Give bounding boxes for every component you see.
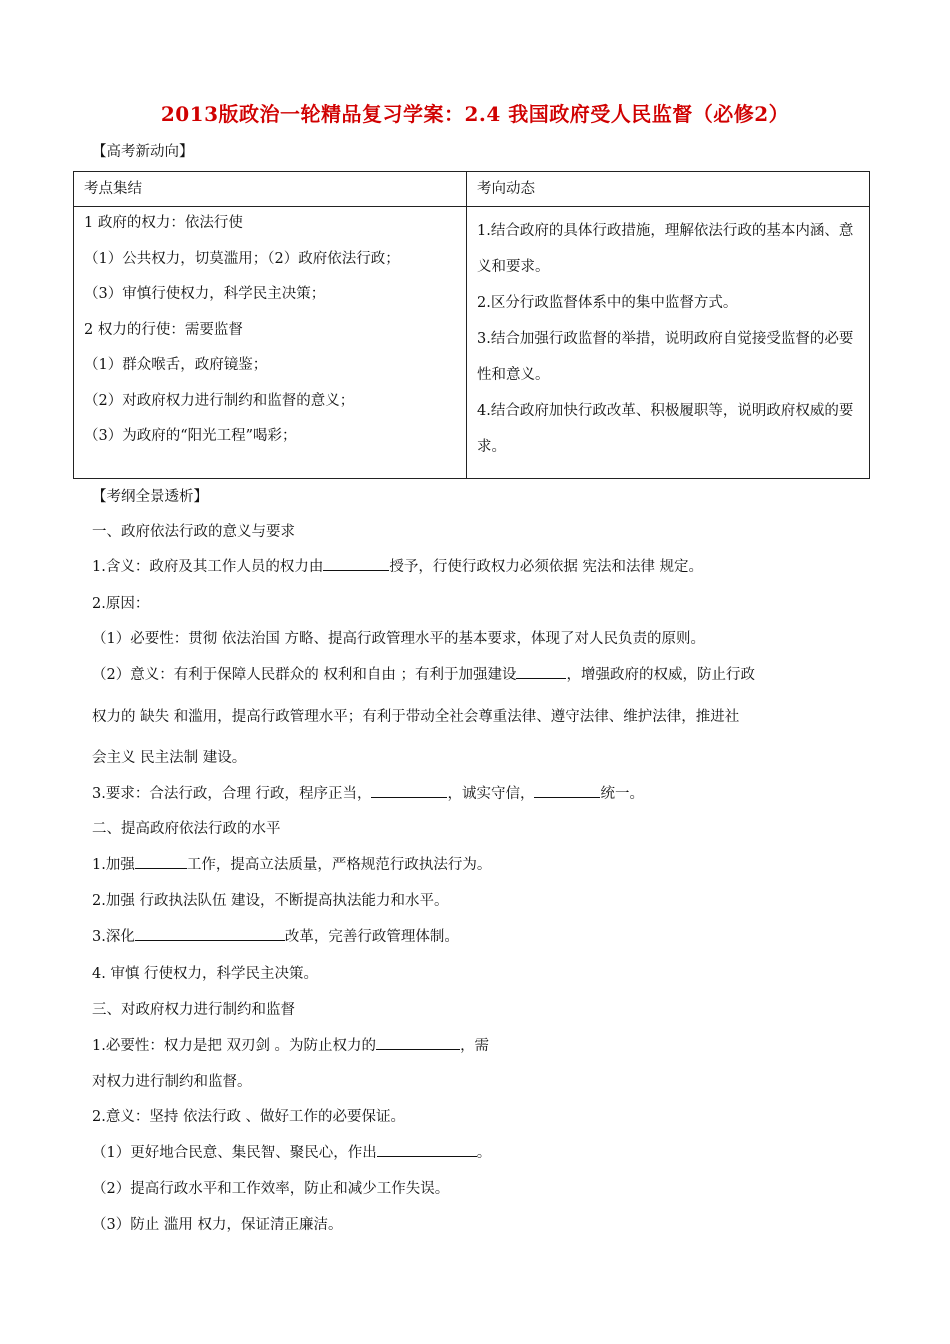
fill-blank — [135, 926, 285, 941]
part2-line1: 1.加强 工作，提高立法质量，严格规范行政执法行为。 — [92, 853, 491, 874]
fill-blank — [323, 556, 389, 571]
fill-blank — [516, 664, 566, 679]
part3-line2: 对权力进行制约和监督。 — [92, 1074, 252, 1090]
point-item: 1 政府的权力：依法行使 — [84, 215, 243, 231]
trend-item: 2.区分行政监督体系中的集中监督方式。 — [477, 295, 738, 311]
point-item: （3）审慎行使权力，科学民主决策； — [84, 286, 326, 302]
point-item: （1）公共权力，切莫滥用；（2）政府依法行政； — [84, 250, 400, 267]
trend-item: 3.结合加强行政监督的举措，说明政府自觉接受监督的必要性和意义。 — [477, 331, 854, 383]
trend-item: 1.结合政府的具体行政措施，理解依法行政的基本内涵、意义和要求。 — [477, 223, 854, 275]
fill-blank — [534, 783, 600, 798]
point-item: （2）对政府权力进行制约和监督的意义； — [84, 392, 355, 409]
table-header-trends: 考向动态 — [467, 172, 870, 207]
part1-line5: 权力的 缺失 和滥用，提高行政管理水平；有利于带动全社会尊重法律、遵守法律、维护法律，推进社 — [92, 709, 740, 725]
trends-cell — [467, 207, 870, 479]
part1-heading: 一、政府依法行政的意义与要求 — [92, 524, 295, 540]
part2-line4: 4. 审慎 行使权力，科学民主决策。 — [92, 966, 319, 982]
part2-line3: 3.深化 改革，完善行政管理体制。 — [92, 925, 459, 946]
part1-line3: （1）必要性：贯彻 依法治国 方略、提高行政管理水平的基本要求，体现了对人民负责的原则。 — [92, 631, 705, 647]
part1-line2: 2.原因： — [92, 596, 150, 612]
part1-line7: 3.要求：合法行政，合理 行政，程序正当， ，诚实守信， 统一。 — [92, 782, 644, 803]
part1-line6: 会主义 民主法制 建设。 — [92, 750, 247, 766]
part3-line6: （3）防止 滥用 权力，保证清正廉洁。 — [92, 1217, 343, 1233]
part3-line5: （2）提高行政水平和工作效率，防止和减少工作失误。 — [92, 1181, 450, 1197]
fill-blank — [135, 854, 187, 869]
part3-line3: 2.意义：坚持 依法行政 、做好工作的必要保证。 — [92, 1109, 406, 1125]
point-item: （3）为政府的“阳光工程”喝彩； — [84, 428, 297, 444]
fill-blank — [376, 1035, 460, 1050]
part3-line4: （1）更好地合民意、集民智、聚民心，作出 。 — [92, 1141, 491, 1162]
part2-heading: 二、提高政府依法行政的水平 — [92, 821, 281, 837]
table-header-points: 考点集结 — [74, 172, 467, 207]
part2-line2: 2.加强 行政执法队伍 建设，不断提高执法能力和水平。 — [92, 893, 449, 909]
fill-blank — [377, 1142, 477, 1157]
part3-line1: 1.必要性：权力是把 双刃剑 。为防止权力的 ，需 — [92, 1034, 489, 1055]
part3-heading: 三、对政府权力进行制约和监督 — [92, 1002, 295, 1018]
part1-line1: 1.含义：政府及其工作人员的权力由 授予，行使行政权力必须依据 宪法和法律 规定。 — [92, 555, 703, 576]
exam-points-table — [73, 171, 870, 479]
point-item: 2 权力的行使：需要监督 — [84, 321, 243, 338]
document-title: 2013版政治一轮精品复习学案：2.4 我国政府受人民监督（必修2） — [160, 102, 790, 126]
fill-blank — [371, 783, 447, 798]
points-cell — [74, 207, 467, 479]
section-gaokao-heading: 【高考新动向】 — [92, 144, 194, 160]
part1-line4: （2）意义：有利于保障人民群众的 权利和自由 ；有利于加强建设 ，增强政府的权威，防止行政 — [92, 663, 755, 684]
trend-item: 4.结合政府加快行政改革、积极履职等，说明政府权威的要求。 — [477, 403, 854, 455]
section-kaogang-heading: 【考纲全景透析】 — [92, 489, 208, 505]
point-item: （1）群众喉舌，政府镜鉴； — [84, 357, 268, 373]
